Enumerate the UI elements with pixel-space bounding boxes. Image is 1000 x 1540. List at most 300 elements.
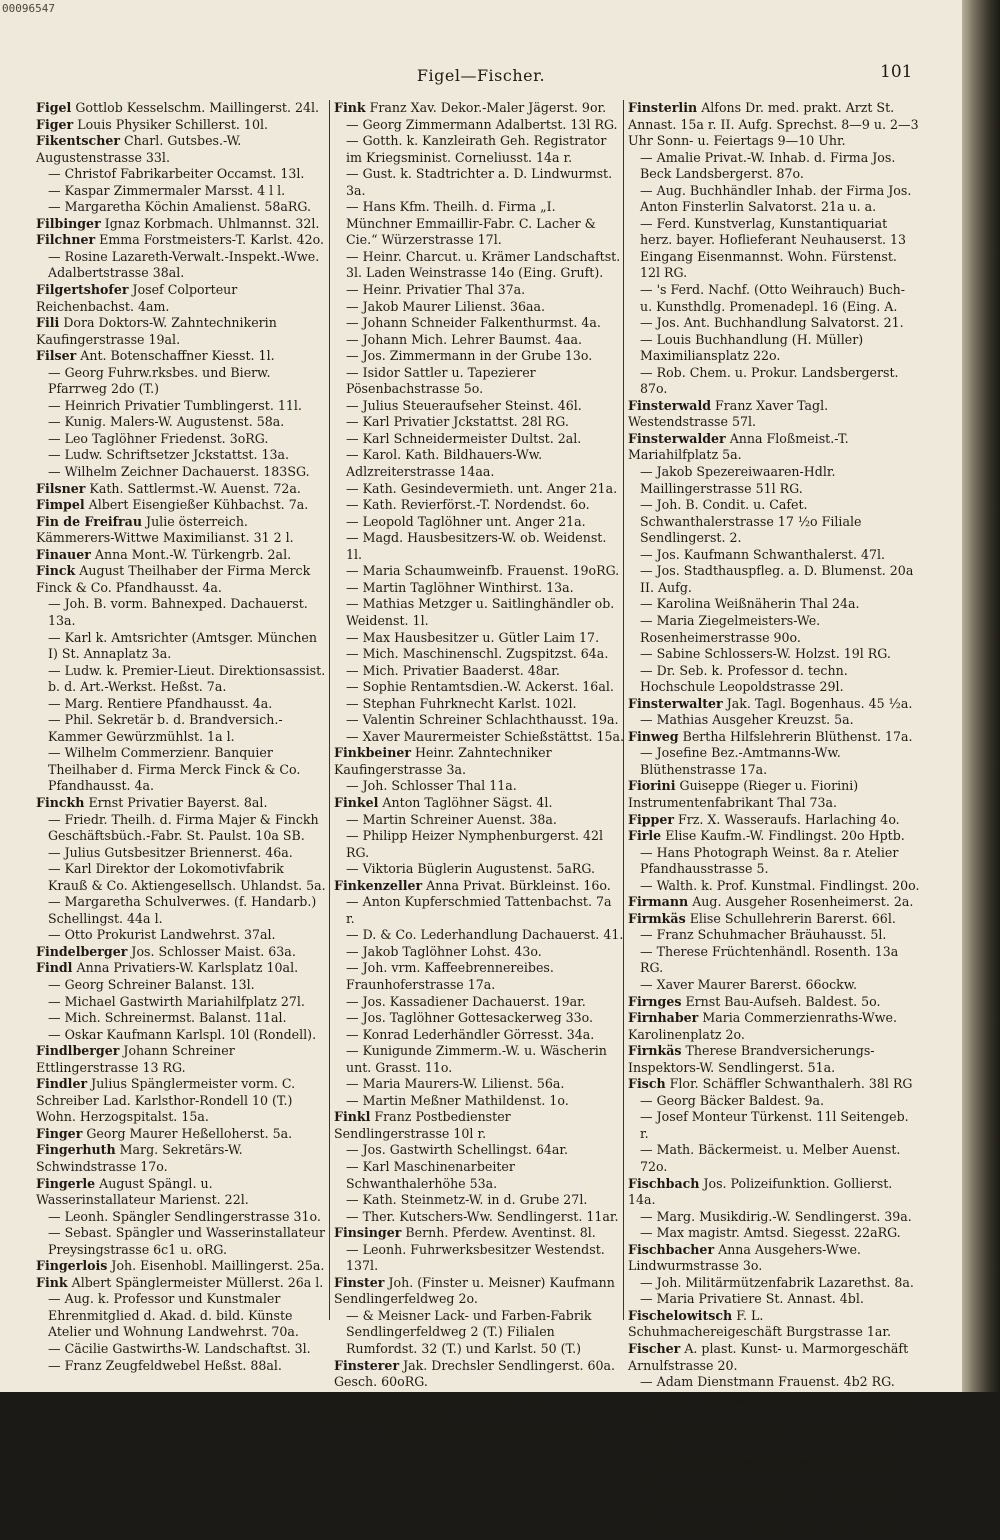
entry-details: Julie österreich. Kämmerers-Wittwe Maximilianst. 31 2 l. <box>36 513 294 546</box>
entry-details: Joh. (Finster u. Meisner) Kaufmann Sendlingerfeldweg 2o. <box>334 1274 615 1307</box>
directory-entry <box>36 1225 326 1258</box>
entry-details: Joh. Eisenhobl. Maillingerst. 25a. <box>111 1258 325 1274</box>
directory-entry <box>36 845 326 862</box>
entry-details: — Louis Buchhandlung (H. Müller) Maximiliansplatz 22o. <box>640 331 864 364</box>
entry-surname: Finsterer <box>334 1357 400 1373</box>
directory-entry <box>628 646 920 663</box>
entry-details: Bernh. Pferdew. Aventinst. 8l. <box>405 1225 596 1241</box>
entry-details: — Julius Gutsbesitzer Briennerst. 46a. <box>48 844 293 860</box>
entry-details: — Cäcilie Gastwirths-W. Landschaftst. 3l. <box>48 1341 311 1357</box>
entry-surname: Firnges <box>628 993 682 1009</box>
directory-entry <box>334 580 624 597</box>
entry-details: Marg. Sekretärs-W. Schwindstrasse 17o. <box>36 1142 243 1174</box>
directory-entry <box>36 1358 326 1375</box>
entry-details: — Maria Ziegelmeisters-We. Rosenheimerstrasse 90o. <box>640 612 821 645</box>
entry-details: — Ferd. Kunstverlag, Kunstantiquariat herz. bayer. Hoflieferant Neuhauserst. 13 Eingang Eisenmannst. Wohn. Fürstenst. 12l RG. <box>640 215 907 281</box>
entry-details: Ernst Bau-Aufseh. Baldest. 5o. <box>685 993 881 1009</box>
entry-details: — Christof Fabrikarbeiter Occamst. 13l. <box>48 166 305 182</box>
entry-details: — Otto Prokurist Landwehrst. 37al. <box>48 927 276 943</box>
entry-details: Ant. Botenschaffner Kiesst. 1l. <box>80 348 275 364</box>
entry-details: Bertha Hilfslehrerin Blüthenst. 17a. <box>682 728 913 744</box>
directory-entry <box>334 100 624 117</box>
directory-entry <box>334 1192 624 1209</box>
entry-details: Heinr. Zahntechniker Kaufingerstrasse 3a. <box>334 745 552 777</box>
entry-surname: Fingerhuth <box>36 1142 116 1158</box>
directory-entry <box>628 977 920 994</box>
entry-surname: Finkenzeller <box>334 877 423 893</box>
entry-surname: Findl <box>36 960 73 976</box>
directory-entry <box>334 1358 624 1391</box>
entry-details: — Max Hausbesitzer u. Gütler Laim 17. <box>346 629 600 645</box>
directory-entry <box>334 1142 624 1159</box>
directory-entry <box>628 613 920 646</box>
directory-entry <box>334 332 624 349</box>
entry-surname: Finsterwalter <box>628 695 723 711</box>
entry-details: — Adolf Hufschmidm. Tegernseerlandst. 94l. <box>640 1456 899 1489</box>
entry-surname: Finck <box>36 563 76 579</box>
directory-entry <box>36 596 326 629</box>
directory-entry <box>334 1043 624 1076</box>
entry-details: Elise Kaufm.-W. Findlingst. 20o Hptb. <box>665 828 905 844</box>
directory-entry <box>334 447 624 480</box>
entry-details: Anna Floßmeist.-T. Mariahilfplatz 5a. <box>628 430 849 463</box>
directory-entry <box>36 249 326 282</box>
entry-details: F. L. Schuhmachereigeschäft Burgstrasse 1ar. <box>628 1307 891 1340</box>
entry-surname: Fingerle <box>36 1175 96 1191</box>
directory-entry <box>36 1176 326 1209</box>
directory-entry <box>36 795 326 812</box>
directory-entry <box>628 1142 920 1175</box>
directory-entry <box>334 630 624 647</box>
entry-surname: Firmann <box>628 894 689 910</box>
entry-surname: Finsinger <box>334 1225 402 1241</box>
entry-details: — Ludw. k. Premier-Lieut. Direktionsassist. b. d. Art.-Werkst. Heßst. 7a. <box>48 662 326 695</box>
entry-details: — Hans Kfm. Theilh. d. Firma „I. Münchner Emmaillir-Fabr. C. Lacher & Cie.“ Würzerstrasse 17l. <box>346 199 596 248</box>
directory-entry <box>334 1209 624 1226</box>
entry-surname: Finckh <box>36 794 85 810</box>
entry-details: Anna Mont.-W. Türkengrb. 2al. <box>94 546 292 562</box>
directory-entry <box>36 745 326 795</box>
entry-surname: Finkel <box>334 794 379 810</box>
entry-details: — Joh. Schlosser Thal 11a. <box>346 778 517 794</box>
directory-entry <box>628 778 920 811</box>
entry-details: — Max magistr. Amtsd. Siegesst. 22aRG. <box>640 1225 901 1241</box>
entry-surname: Finkbeiner <box>334 745 412 761</box>
entry-surname: Fischelowitsch <box>628 1307 733 1323</box>
entry-surname: Filchner <box>36 232 96 248</box>
directory-entry <box>36 117 326 134</box>
entry-surname: Fischbach <box>628 1175 700 1191</box>
directory-entry <box>334 1076 624 1093</box>
directory-entry <box>628 1010 920 1043</box>
entry-surname: Fiorini <box>628 778 676 794</box>
running-head: Figel—Fischer. <box>416 66 546 85</box>
directory-entry <box>36 960 326 977</box>
directory-entry <box>36 514 326 547</box>
directory-entry <box>334 729 624 746</box>
entry-surname: Figer <box>36 116 74 132</box>
directory-entry <box>628 464 920 497</box>
directory-entry <box>628 845 920 878</box>
directory-entry <box>36 663 326 696</box>
entry-details: — Mich. Privatier Baaderst. 48ar. <box>346 662 560 678</box>
entry-details: — Adolf Privatier Kaulbachstrasse 12a. <box>640 1523 891 1539</box>
entry-details: — Joh. B. Condit. u. Cafet. Schwanthalerstrasse 17 ½o Filiale Sendlingerst. 2. <box>640 497 862 546</box>
directory-entry <box>628 1374 920 1391</box>
entry-details: — Phil. Sekretär b. d. Brandversich.-Kammer Gewürzmühlst. 1a l. <box>48 712 283 744</box>
directory-entry <box>36 315 326 348</box>
directory-entry <box>334 133 624 166</box>
entry-surname: Figel <box>36 100 72 115</box>
entry-details: Georg Maurer Heßelloherst. 5a. <box>86 1125 293 1141</box>
entry-details: — Martin Taglöhner Winthirst. 13a. <box>346 579 574 595</box>
entry-details: — Philipp Heizer Nymphenburgerst. 42l RG. <box>346 828 604 860</box>
directory-entry <box>628 696 920 713</box>
directory-entry <box>628 150 920 183</box>
entry-details: — & Meisner Lack- und Farben-Fabrik Sendlingerfeldweg 2 (T.) Filialen Rumfordst. 32 (T.) und Karlst. 50 (T.) <box>346 1307 592 1357</box>
book-spine <box>962 0 1000 1392</box>
column-3 <box>628 100 920 1539</box>
column-rule <box>329 100 330 1320</box>
entry-details: — Adolf Landschaftsmal. Theresienhöhe 20l. <box>640 1489 898 1522</box>
directory-entry <box>36 1275 326 1292</box>
entry-details: — Georg Fuhrw.rksbes. und Bierw. Pfarrweg 2do (T.) <box>48 364 271 397</box>
directory-entry <box>36 1142 326 1175</box>
directory-entry <box>628 944 920 977</box>
directory-entry <box>628 596 920 613</box>
entry-surname: Finger <box>36 1125 83 1141</box>
directory-entry <box>36 547 326 564</box>
entry-details: — Jos. Taglöhner Gottesackerweg 33o. <box>346 1010 594 1026</box>
column-1 <box>36 100 326 1373</box>
entry-details: — Kaspar Zimmermaler Marsst. 4 l l. <box>48 182 286 198</box>
directory-entry <box>334 1308 624 1358</box>
directory-entry <box>36 712 326 745</box>
entry-details: — Jos. Zimmermann in der Grube 13o. <box>346 348 593 364</box>
directory-entry <box>36 977 326 994</box>
entry-details: — Gotth. k. Kanzleirath Geh. Registrator im Kriegsminist. Corneliusst. 14a r. <box>346 133 607 165</box>
directory-entry <box>334 1093 624 1110</box>
entry-details: Anna Ausgehers-Wwe. Lindwurmstrasse 3o. <box>628 1241 861 1274</box>
directory-entry <box>334 563 624 580</box>
directory-entry <box>334 398 624 415</box>
directory-entry <box>334 1424 624 1441</box>
entry-details: — Georg Zimmermann Adalbertst. 13l RG. <box>346 116 618 132</box>
directory-entry <box>628 332 920 365</box>
directory-entry <box>36 431 326 448</box>
entry-details: — Michael Gastwirth Mariahilfplatz 27l. <box>48 993 305 1009</box>
entry-surname: Finweg <box>628 728 679 744</box>
entry-details: Ignaz Korbmach. Uhlmannst. 32l. <box>104 215 320 231</box>
directory-entry <box>334 960 624 993</box>
entry-details: — Kath. Revierförst.-T. Nordendst. 6o. <box>346 497 590 513</box>
entry-details: — Sabine Schlossers-W. Holzst. 19l RG. <box>640 646 891 662</box>
directory-entry <box>334 299 624 316</box>
directory-entry <box>36 166 326 183</box>
entry-details: — Jos. Kassadiener Dachauerst. 19ar. <box>346 993 586 1009</box>
entry-surname: Fimpel <box>36 497 85 513</box>
entry-details: Hedwig von Priv. Finkenstrasse 4l. <box>334 1390 549 1423</box>
entry-details: — Karolina Weißnäherin Thal 24a. <box>640 596 860 612</box>
directory-entry <box>36 1341 326 1358</box>
entry-surname: Finauer <box>36 546 91 562</box>
entry-details: — Ludw. Schriftsetzer Jckstattst. 13a. <box>48 447 290 463</box>
entry-details: Anton Taglöhner Sägst. 4l. <box>382 794 553 810</box>
entry-details: — Aug. Buchhändler Inhab. der Firma Jos. Anton Finsterlin Salvatorst. 21a u. a. <box>640 182 912 215</box>
entry-details: — Sophie Rentamtsdien.-W. Ackerst. 16al. <box>346 679 614 695</box>
entry-details: Josef Colporteur Reichenbachst. 4am. <box>36 282 238 314</box>
directory-entry <box>36 183 326 200</box>
entry-details: — Georg Bäcker Baldest. 9a. <box>640 1092 825 1108</box>
directory-entry <box>334 927 624 944</box>
directory-entry <box>628 1275 920 1292</box>
entry-details: — Valentin Schreiner Schlachthausst. 19a. <box>346 712 619 728</box>
entry-details: Jos. Schlosser Maist. 63a. <box>131 943 296 959</box>
directory-entry <box>36 447 326 464</box>
directory-entry <box>36 861 326 894</box>
entry-details: Jak. Drechsler Sendlingerst. 60a. Gesch. 60oRG. <box>334 1357 616 1390</box>
directory-entry <box>334 1242 624 1275</box>
entry-details: — Jos. Kaufmann Schwanthalerst. 47l. <box>640 546 886 562</box>
entry-details: — Konrad Lederhändler Görresst. 34a. <box>346 1026 595 1042</box>
directory-entry <box>334 199 624 249</box>
directory-entry <box>628 1176 920 1209</box>
entry-details: — Maria Maurers-W. Lilienst. 56a. <box>346 1076 565 1092</box>
entry-details: Maria Commerzienraths-Wwe. Karolinenplatz 2o. <box>628 1010 897 1042</box>
entry-details: Frz. X. Wasseraufs. Harlaching 4o. <box>678 811 900 827</box>
entry-details: — Heinrich Privatier Tumblingerst. 11l. <box>48 397 302 413</box>
entry-surname: Firnhaber <box>628 1010 699 1026</box>
directory-entry <box>36 927 326 944</box>
directory-entry <box>628 431 920 464</box>
directory-entry <box>334 481 624 498</box>
entry-surname: Fischbacher <box>628 1241 715 1257</box>
entry-details: Anna Privat. Bürkleinst. 16o. <box>426 877 611 893</box>
directory-entry <box>334 596 624 629</box>
page-number: 101 <box>880 62 913 82</box>
entry-surname: Filbinger <box>36 215 101 231</box>
entry-details: — Stephan Fuhrknecht Karlst. 102l. <box>346 695 577 711</box>
directory-entry <box>628 894 920 911</box>
directory-entry <box>628 663 920 696</box>
directory-entry <box>334 365 624 398</box>
directory-entry <box>628 878 920 895</box>
directory-entry <box>334 1225 624 1242</box>
entry-details: Franz Postbedienster Sendlingerstrasse 10l r. <box>334 1109 511 1141</box>
directory-entry <box>628 398 920 431</box>
directory-entry <box>36 216 326 233</box>
entry-surname: Filgertshofer <box>36 282 129 298</box>
directory-entry <box>334 249 624 282</box>
entry-details: — Johann Schneider Falkenthurmst. 4a. <box>346 315 601 331</box>
directory-entry <box>36 481 326 498</box>
entry-details: — Friedr. Theilh. d. Firma Majer & Finckh Geschäftsbüch.-Fabr. St. Paulst. 10a SB. <box>48 811 319 844</box>
directory-entry <box>334 994 624 1011</box>
entry-details: — Viktoria Büglerin Augustenst. 5aRG. <box>346 861 596 877</box>
directory-entry <box>36 365 326 398</box>
column-2 <box>334 100 624 1439</box>
entry-surname: Filser <box>36 348 77 364</box>
directory-entry <box>36 133 326 166</box>
directory-entry <box>628 365 920 398</box>
entry-details: — Amalie Privat.-W. Inhab. d. Firma Jos. Beck Landsbergerst. 87o. <box>640 149 896 182</box>
entry-details: — Karl Schneidermeister Dultst. 2al. <box>346 430 582 446</box>
directory-entry <box>628 1076 920 1093</box>
directory-entry <box>334 778 624 795</box>
entry-details: August Spängl. u. Wasserinstallateur Marienst. 22l. <box>36 1175 249 1208</box>
directory-entry <box>628 282 920 315</box>
entry-details: — Anton Kupferschmied Tattenbachst. 7a r. <box>346 894 612 926</box>
entry-details: —„— Theresev. Privatiere Finkenst. 4al. <box>346 1423 602 1439</box>
directory-entry <box>334 812 624 829</box>
directory-entry <box>334 663 624 680</box>
entry-surname: Findelberger <box>36 943 128 959</box>
directory-entry <box>628 1225 920 1242</box>
entry-details: Albert Eisengießer Kühbachst. 7a. <box>88 497 309 513</box>
directory-entry <box>628 547 920 564</box>
entry-details: — Maria Privatiere St. Annast. 4bl. <box>640 1291 864 1307</box>
entry-surname: Filsner <box>36 480 86 496</box>
directory-entry <box>334 861 624 878</box>
entry-details: — Julius Steueraufseher Steinst. 46l. <box>346 397 582 413</box>
entry-details: — Maria Schaumweinfb. Frauenst. 19oRG. <box>346 563 620 579</box>
entry-details: — Jos. Gastwirth Schellingst. 64ar. <box>346 1142 568 1158</box>
entry-details: Aug. Ausgeher Rosenheimerst. 2a. <box>692 894 914 910</box>
entry-details: — Georg Schreiner Balanst. 13l. <box>48 976 255 992</box>
entry-details: — Ther. Kutschers-Ww. Sendlingerst. 11ar. <box>346 1208 619 1224</box>
directory-entry <box>334 646 624 663</box>
entry-details: — Kath. Steinmetz-W. in d. Grube 27l. <box>346 1192 588 1208</box>
entry-details: Emma Forstmeisters-T. Karlst. 42o. <box>99 232 325 248</box>
entry-details: — Math. Bäckermeist. u. Melber Auenst. 72o. <box>640 1142 901 1174</box>
entry-details: — Leopold Taglöhner unt. Anger 21a. <box>346 513 586 529</box>
entry-details: — Leo Taglöhner Friedenst. 3oRG. <box>48 430 269 446</box>
entry-details: — Karl Privatier Jckstattst. 28l RG. <box>346 414 569 430</box>
directory-entry <box>36 630 326 663</box>
directory-entry <box>628 100 920 150</box>
directory-entry <box>334 514 624 531</box>
entry-details: — Leonh. Fuhrwerksbesitzer Westendst. 137l. <box>346 1241 605 1274</box>
entry-details: — Kunigunde Zimmerm.-W. u. Wäscherin unt. Grasst. 11o. <box>346 1043 607 1075</box>
entry-details: Kath. Sattlermst.-W. Auenst. 72a. <box>89 480 301 496</box>
entry-details: Julius Spänglermeister vorm. C. Schreiber Lad. Karlsthor-Rondell 10 (T.) Wohn. Herzogspitalst. 15a. <box>36 1076 296 1125</box>
entry-details: — Joh. vrm. Kaffeebrennereibes. Fraunhoferstrasse 17a. <box>346 960 554 992</box>
entry-details: — Jakob Spezereiwaaren-Hdlr. Maillingerstrasse 51l RG. <box>640 464 836 496</box>
entry-details: Charl. Gutsbes.-W. Augustenstrasse 33l. <box>36 133 242 165</box>
entry-surname: Fingerlois <box>36 1258 108 1274</box>
entry-details: — Adolf k. Hauptm. a. D. Adelgundenst. 29a. <box>640 1423 895 1456</box>
directory-entry <box>628 1242 920 1275</box>
directory-entry <box>36 1258 326 1275</box>
directory-entry <box>334 1159 624 1192</box>
directory-entry <box>334 712 624 729</box>
directory-entry <box>628 1523 920 1540</box>
directory-entry <box>334 1275 624 1308</box>
entry-details: — Jakob Maurer Lilienst. 36aa. <box>346 298 546 314</box>
entry-details: — Dr. Seb. k. Professor d. techn. Hochschule Leopoldstrasse 29l. <box>640 662 848 695</box>
entry-details: — Heinr. Privatier Thal 37a. <box>346 282 526 298</box>
directory-entry <box>334 679 624 696</box>
entry-surname: Fipper <box>628 811 674 827</box>
directory-entry <box>628 315 920 332</box>
entry-details: — Karl Maschinenarbeiter Schwanthalerhöhe 53a. <box>346 1159 515 1191</box>
directory-entry <box>628 497 920 547</box>
directory-entry <box>628 1424 920 1457</box>
directory-entry <box>36 199 326 216</box>
entry-surname: Finkl <box>334 1109 371 1125</box>
directory-entry <box>36 398 326 415</box>
entry-details: August Theilhaber der Firma Merck Finck & Co. Pfandhausst. 4a. <box>36 563 311 595</box>
directory-entry <box>36 1126 326 1143</box>
entry-details: — Jos. Ant. Buchhandlung Salvatorst. 21. <box>640 315 904 331</box>
entry-details: Franz Xaver Tagl. Westendstrasse 57l. <box>628 397 829 430</box>
archive-stamp: 00096547 <box>2 2 55 15</box>
entry-surname: Findler <box>36 1076 88 1092</box>
directory-entry <box>628 1291 920 1308</box>
entry-details: — Isidor Sattler u. Tapezierer Pösenbachstrasse 5o. <box>346 364 536 397</box>
directory-entry <box>36 1209 326 1226</box>
directory-entry <box>628 183 920 216</box>
directory-entry <box>628 812 920 829</box>
entry-details: — Mich. Schreinermst. Balanst. 11al. <box>48 1010 287 1026</box>
directory-entry <box>628 828 920 845</box>
directory-entry <box>36 232 326 249</box>
directory-entry <box>628 911 920 928</box>
entry-details: Guiseppe (Rieger u. Fiorini) Instrumentenfabrikant Thal 73a. <box>628 778 859 810</box>
entry-details: — Mathias Metzger u. Saitlinghändler ob. Weidenst. 1l. <box>346 596 615 628</box>
entry-surname: Findlberger <box>36 1043 120 1059</box>
entry-details: — Sebast. Spängler und Wasserinstallateur Preysingstrasse 6c1 u. oRG. <box>48 1225 326 1257</box>
directory-entry <box>628 927 920 944</box>
entry-details: — Marg. Rentiere Pfandhausst. 4a. <box>48 695 273 711</box>
entry-surname: Finster-Urfarn <box>334 1390 437 1406</box>
entry-details: — Kath. Gesindevermieth. unt. Anger 21a. <box>346 480 618 496</box>
directory-entry <box>36 696 326 713</box>
entry-details: A. plast. Kunst- u. Marmorgeschäft Arnulfstrasse 20. <box>628 1341 909 1373</box>
directory-entry <box>628 729 920 746</box>
directory-entry <box>36 100 326 117</box>
entry-details: Alfons Dr. med. prakt. Arzt St. Annast. 15a r. II. Aufg. Sprechst. 8—9 u. 2—3 Uhr Sonn- u. Feiertags 9—10 Uhr. <box>628 100 919 149</box>
entry-details: Jos. Polizeifunktion. Gollierst. 14a. <box>628 1175 893 1208</box>
entry-details: — Adam Handschuhm. Oberkaiblmühlweg 4a. <box>640 1390 912 1423</box>
directory-entry <box>628 216 920 282</box>
entry-surname: Fikentscher <box>36 133 120 149</box>
entry-details: — 's Ferd. Nachf. (Otto Weihrauch) Buch- u. Kunsthdlg. Promenadepl. 16 (Eing. A. <box>640 282 905 314</box>
directory-entry <box>36 348 326 365</box>
directory-entry <box>334 497 624 514</box>
directory-entry <box>628 1391 920 1424</box>
directory-entry <box>334 348 624 365</box>
directory-entry <box>628 994 920 1011</box>
entry-details: — Mathias Ausgeher Kreuzst. 5a. <box>640 712 854 728</box>
directory-entry <box>36 414 326 431</box>
entry-details: Dora Doktors-W. Zahntechnikerin Kaufingerstrasse 19al. <box>36 315 277 347</box>
entry-details: — Rosine Lazareth-Verwalt.-Inspekt.-Wwe. Adalbertstrasse 38al. <box>48 248 320 281</box>
directory-entry <box>36 894 326 927</box>
entry-details: — Joh. Militärmützenfabrik Lazarethst. 8a. <box>640 1274 914 1290</box>
directory-entry <box>36 1043 326 1076</box>
directory-entry <box>334 315 624 332</box>
entry-surname: Firmkäs <box>628 910 686 926</box>
directory-entry <box>36 994 326 1011</box>
directory-entry <box>628 1109 920 1142</box>
entry-details: — Marg. Musikdirig.-W. Sendlingerst. 39a. <box>640 1208 912 1224</box>
entry-details: Albert Spänglermeister Müllerst. 26a l. <box>71 1274 324 1290</box>
entry-details: — Aug. k. Professor und Kunstmaler Ehrenmitglied d. Akad. d. bild. Künste Atelier und Wohnung Landwehrst. 70a. <box>48 1291 299 1340</box>
column-rule <box>623 100 624 1320</box>
entry-details: — Wilhelm Commerzienr. Banquier Theilhaber d. Firma Merck Finck & Co. Pfandhausst. 4a. <box>48 745 301 794</box>
entry-details: — Karl Direktor der Lokomotivfabrik Krauß & Co. Aktiengesellsch. Uhlandst. 5a. <box>48 861 326 893</box>
